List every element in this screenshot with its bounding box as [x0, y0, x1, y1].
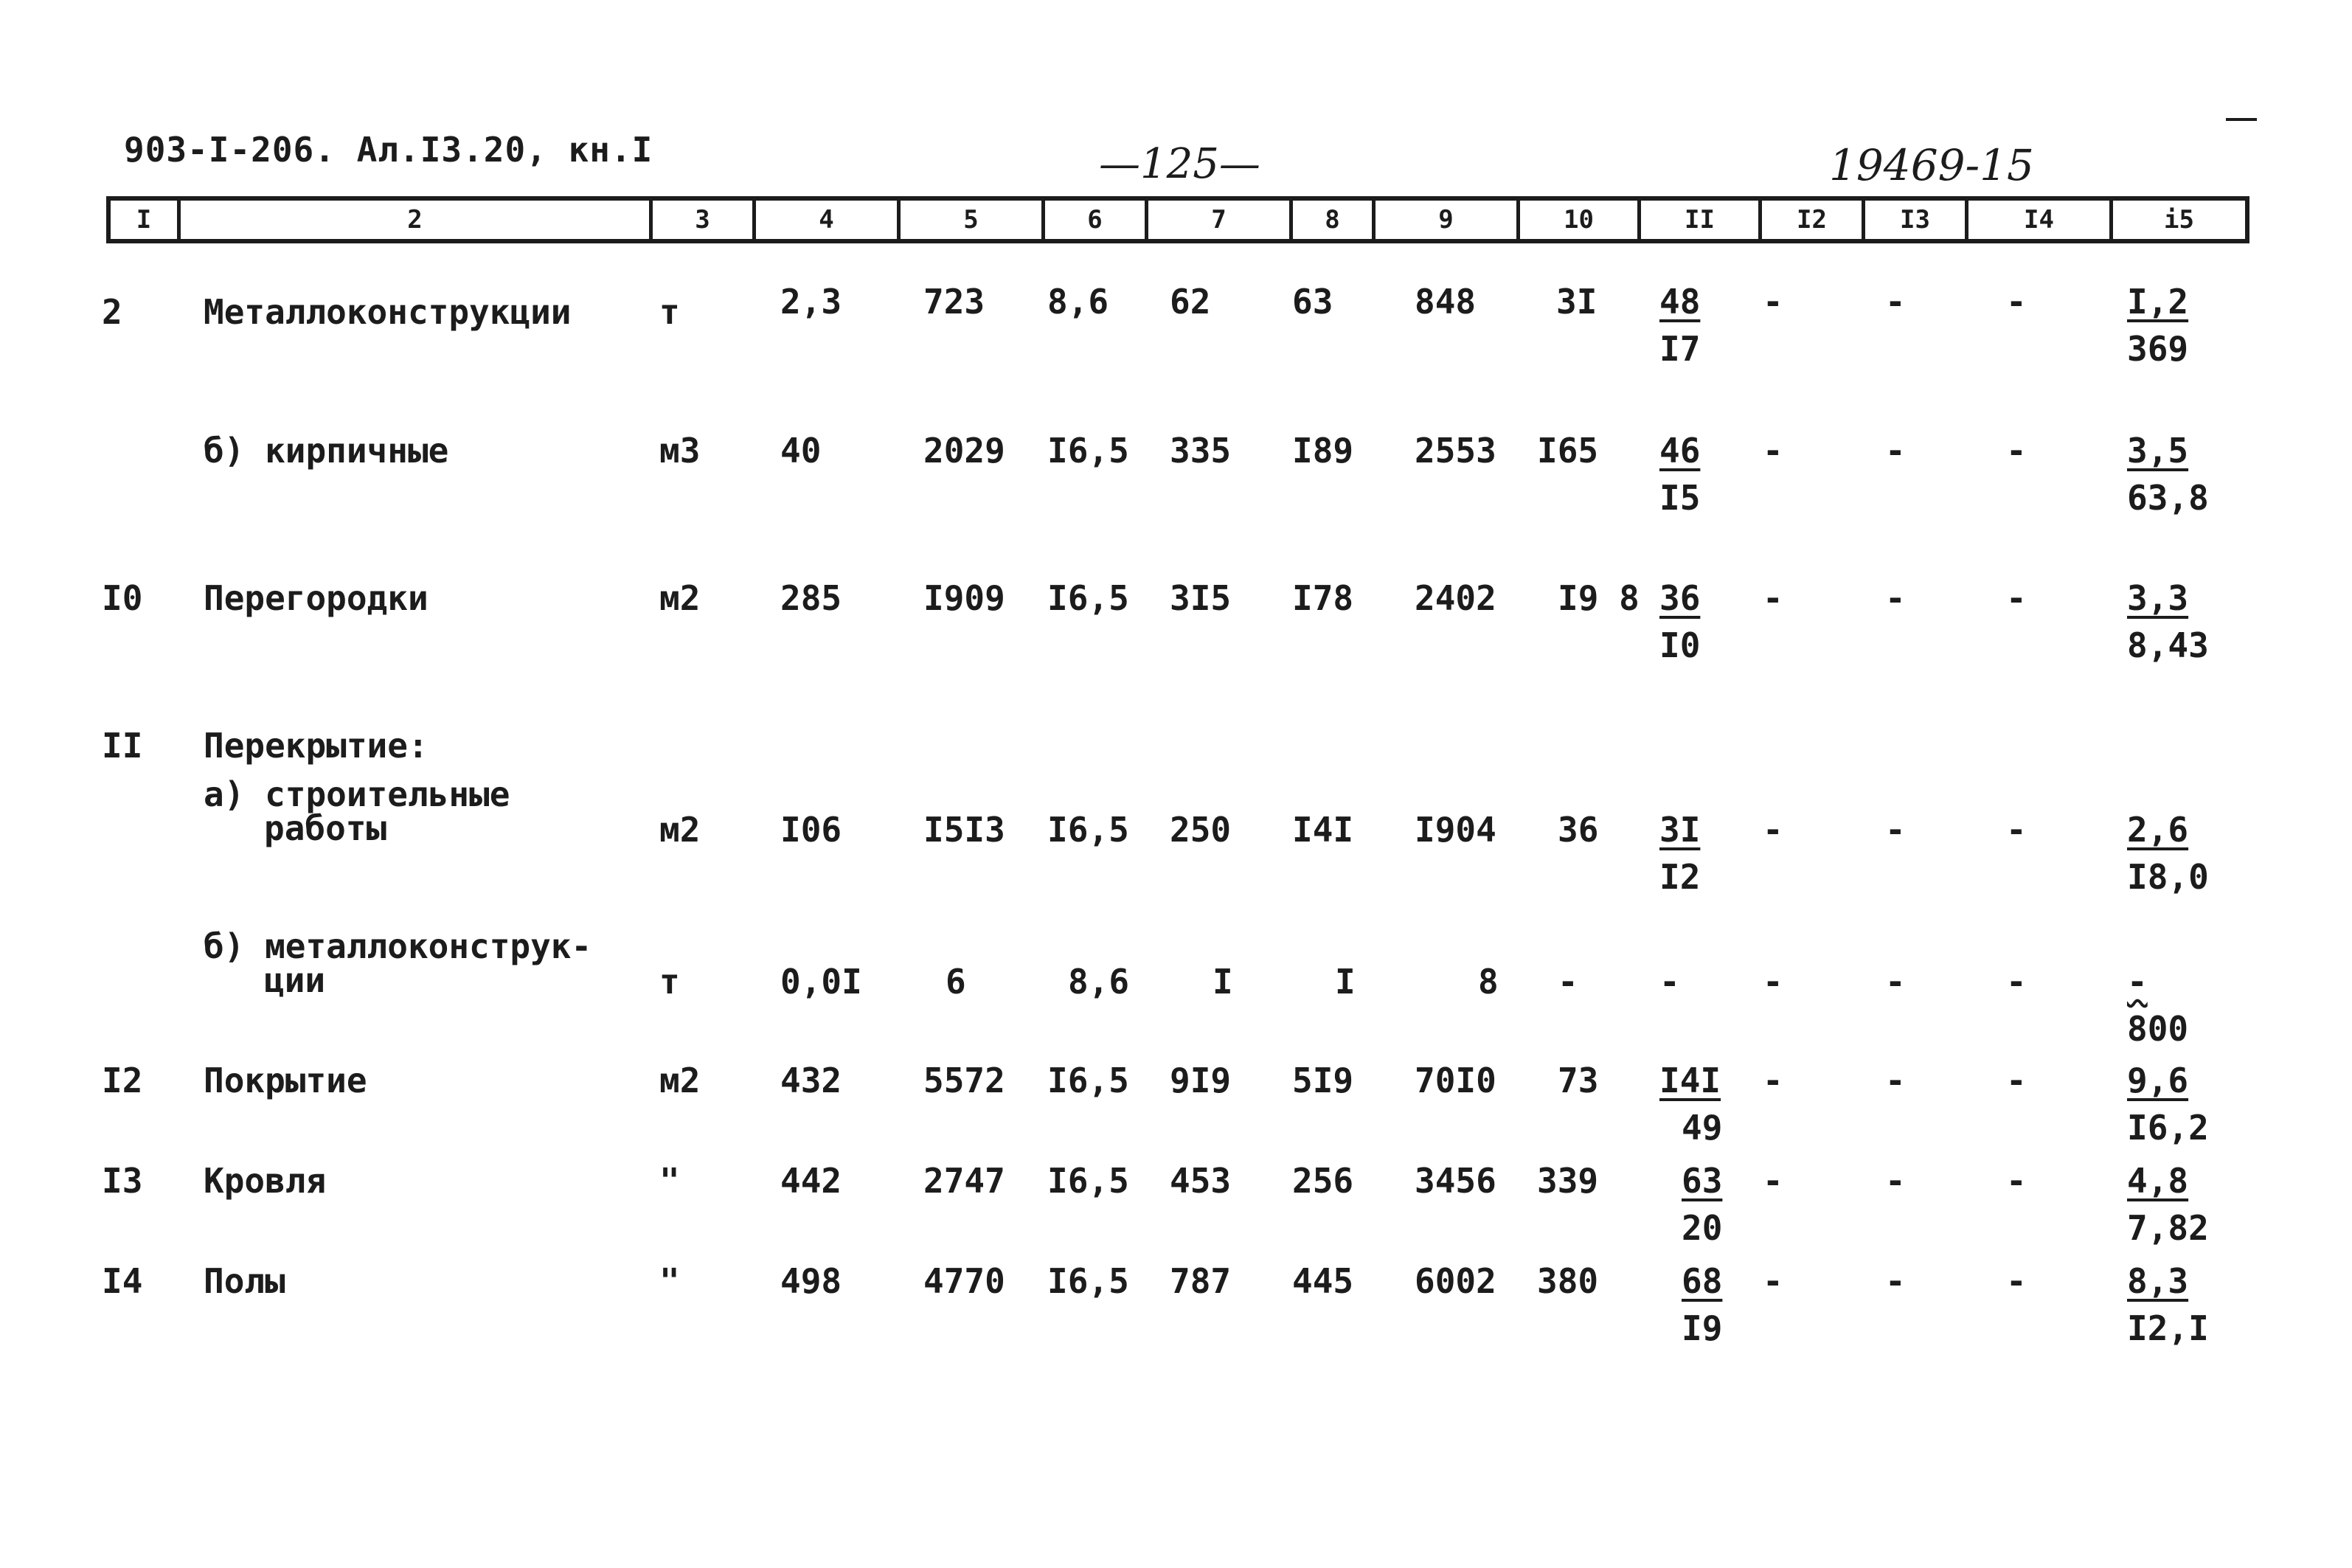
column-header-7: 7 — [1145, 201, 1289, 239]
row-name: Кровля — [204, 1161, 327, 1201]
cell-col15 — [2127, 963, 2188, 1047]
column-header-10: 10 — [1516, 201, 1637, 239]
cell-col4: 442 — [780, 1161, 842, 1201]
cell-col14: - — [2006, 578, 2027, 618]
cell-col5: I909 — [923, 578, 1005, 618]
fraction-denominator: I8,0 — [2127, 857, 2209, 897]
fraction-numerator: 36 — [1659, 578, 1701, 618]
cell-col9: 2553 — [1415, 431, 1496, 471]
fraction-denominator: I2,I — [2127, 1308, 2209, 1348]
row-unit: т — [659, 292, 680, 332]
row-name: б) кирпичные — [204, 431, 449, 471]
cell-col12: - — [1763, 1261, 1783, 1301]
column-header-12: I2 — [1758, 201, 1862, 239]
cell-col9: I904 — [1415, 810, 1496, 850]
column-header-5: 5 — [897, 201, 1041, 239]
row-name: Перегородки — [204, 578, 429, 618]
cell-col15 — [2127, 283, 2188, 367]
cell-col12: - — [1763, 1161, 1783, 1201]
cell-col5: 2029 — [923, 431, 1005, 471]
cell-col7: 3I5 — [1170, 578, 1232, 618]
fraction-numerator: I,2 — [2127, 282, 2189, 322]
sheet-id: 19469-15 — [1829, 140, 2034, 190]
fraction-numerator: 9,6 — [2127, 1061, 2189, 1100]
cell-col10: 36 — [1558, 810, 1599, 850]
cell-col8: 445 — [1292, 1261, 1354, 1301]
cell-col15 — [2127, 432, 2209, 516]
cell-col5: 723 — [923, 282, 985, 322]
row-name: Перекрытие: — [204, 726, 429, 766]
column-header-1: I — [136, 205, 152, 235]
cell-col9: 70I0 — [1415, 1061, 1496, 1100]
cell-col14: - — [2006, 431, 2027, 471]
cell-col13: - — [1885, 1261, 1906, 1301]
cell-col13: - — [1885, 962, 1906, 1002]
cell-col6: I6,5 — [1047, 810, 1129, 850]
column-header-11: II — [1637, 201, 1758, 239]
fraction-denominator: I5 — [1659, 478, 1701, 518]
cell-col13: - — [1885, 1061, 1906, 1100]
row-number: I3 — [102, 1161, 143, 1201]
cell-col4: 40 — [780, 431, 822, 471]
row-unit: " — [659, 1261, 680, 1301]
cell-col9: 848 — [1415, 282, 1477, 322]
corner-mark — [2226, 118, 2257, 121]
cell-col15 — [2127, 1162, 2209, 1246]
column-header-6: 6 — [1041, 201, 1145, 239]
row-unit: м2 — [659, 578, 701, 618]
cell-col15 — [2127, 1263, 2209, 1347]
cell-col4: 285 — [780, 578, 842, 618]
fraction-denominator: 800 — [2127, 1009, 2189, 1049]
row-unit: т — [659, 962, 680, 1002]
cell-col13: - — [1885, 282, 1906, 322]
cell-col7: 787 — [1170, 1261, 1232, 1301]
cell-col9: 3456 — [1415, 1161, 1496, 1201]
cell-col10: 73 — [1558, 1061, 1599, 1100]
fraction-denominator: 7,82 — [2127, 1208, 2209, 1248]
cell-col8: 256 — [1292, 1161, 1354, 1201]
cell-col8: I89 — [1292, 431, 1354, 471]
cell-col11 — [1682, 1162, 1722, 1246]
cell-col5: I5I3 — [923, 810, 1005, 850]
cell-col12: - — [1763, 282, 1783, 322]
cell-col6: 8,6 — [1068, 962, 1130, 1002]
cell-col11 — [1659, 811, 1700, 895]
cell-col6: I6,5 — [1047, 578, 1129, 618]
fraction-numerator: 68 — [1682, 1261, 1723, 1301]
fraction-numerator: 3I — [1659, 810, 1701, 850]
cell-col11: - — [1659, 962, 1680, 1002]
row-number: I4 — [102, 1261, 143, 1301]
fraction-numerator: 2,6 — [2127, 810, 2189, 850]
cell-col7: I — [1213, 962, 1233, 1002]
fraction-numerator: 48 — [1659, 282, 1701, 322]
cell-col6: I6,5 — [1047, 431, 1129, 471]
cell-col6: I6,5 — [1047, 1061, 1129, 1100]
cell-col7: 62 — [1170, 282, 1211, 322]
cell-col12: - — [1763, 1061, 1783, 1100]
fraction-numerator: 3,3 — [2127, 578, 2189, 618]
row-number: I2 — [102, 1061, 143, 1100]
column-header-8: 8 — [1289, 201, 1372, 239]
cell-col9: 2402 — [1415, 578, 1496, 618]
fraction-denominator: 63,8 — [2127, 478, 2209, 518]
fraction-numerator: 63 — [1682, 1161, 1723, 1201]
fraction-numerator: I4I — [1659, 1061, 1721, 1100]
fraction-numerator: - — [2127, 962, 2148, 1002]
cell-col7: 453 — [1170, 1161, 1232, 1201]
row-unit: м3 — [659, 431, 701, 471]
cell-col5: 2747 — [923, 1161, 1005, 1201]
cell-col8: I4I — [1292, 810, 1354, 850]
cell-col15 — [2127, 580, 2209, 664]
fraction-denominator: 20 — [1682, 1208, 1723, 1248]
fraction-numerator: 8,3 — [2127, 1261, 2189, 1301]
fraction-denominator: 8,43 — [2127, 625, 2209, 665]
cell-col13: - — [1885, 1161, 1906, 1201]
cell-col4: 2,3 — [780, 282, 842, 322]
cell-col12: - — [1763, 578, 1783, 618]
cell-col5: 5572 — [923, 1061, 1005, 1100]
cell-col10: I65 — [1537, 431, 1599, 471]
column-header-15: i5 — [2109, 201, 2245, 239]
cell-col4: 498 — [780, 1261, 842, 1301]
cell-col11 — [1659, 580, 1700, 664]
cell-col9: 8 — [1478, 962, 1499, 1002]
cell-col11 — [1682, 1263, 1722, 1347]
fraction-numerator: 3,5 — [2127, 431, 2189, 471]
cell-col14: - — [2006, 962, 2027, 1002]
cell-col14: - — [2006, 282, 2027, 322]
cell-col5: 4770 — [923, 1261, 1005, 1301]
cell-col7: 250 — [1170, 810, 1232, 850]
cell-col7: 335 — [1170, 431, 1232, 471]
document-code: 903-I-206. Ал.I3.20, кн.I — [124, 130, 653, 170]
cell-col14: - — [2006, 1261, 2027, 1301]
cell-col8: I78 — [1292, 578, 1354, 618]
row-unit: " — [659, 1161, 680, 1201]
cell-col15 — [2127, 811, 2209, 895]
row-subname: а) строительные — [204, 774, 510, 814]
column-header-4: 4 — [752, 201, 897, 239]
cell-col4: I06 — [780, 810, 842, 850]
row-name: Покрытие — [204, 1061, 367, 1100]
row-number: I0 — [102, 578, 143, 618]
cell-col14: - — [2006, 1061, 2027, 1100]
fraction-denominator: I7 — [1659, 329, 1701, 369]
cell-col7: 9I9 — [1170, 1061, 1232, 1100]
fraction-denominator: 369 — [2127, 329, 2189, 369]
cell-col10: 339 — [1537, 1161, 1599, 1201]
cell-col6: I6,5 — [1047, 1261, 1129, 1301]
cell-col11 — [1659, 283, 1700, 367]
cell-col6: I6,5 — [1047, 1161, 1129, 1201]
cell-col9: 6002 — [1415, 1261, 1496, 1301]
cell-col10: I9 8 — [1558, 578, 1640, 618]
table-header — [106, 196, 2249, 243]
column-header-9: 9 — [1372, 201, 1516, 239]
cell-col12: - — [1763, 962, 1783, 1002]
row-name: б) металлоконструк- — [204, 926, 592, 966]
cell-col8: 5I9 — [1292, 1061, 1354, 1100]
cell-col13: - — [1885, 431, 1906, 471]
cell-col12: - — [1763, 431, 1783, 471]
cell-col15 — [2127, 1062, 2209, 1146]
row-name: Металлоконструкции — [204, 292, 572, 332]
cell-col10: 380 — [1537, 1261, 1599, 1301]
row-subname-cont: работы — [264, 808, 387, 848]
row-name: Полы — [204, 1261, 285, 1301]
row-unit: м2 — [659, 810, 701, 850]
cell-col10: 3I — [1556, 282, 1598, 322]
row-number: II — [102, 726, 143, 766]
cell-col5: 6 — [946, 962, 966, 1002]
fraction-denominator: I9 — [1682, 1308, 1723, 1348]
cell-col11 — [1659, 432, 1700, 516]
cell-col14: - — [2006, 810, 2027, 850]
column-header-3: 3 — [649, 201, 752, 239]
cell-col12: - — [1763, 810, 1783, 850]
fraction-denominator: I2 — [1659, 857, 1701, 897]
fraction-denominator: 49 — [1682, 1108, 1723, 1148]
cell-col8: 63 — [1292, 282, 1333, 322]
column-header-13: I3 — [1862, 201, 1965, 239]
cell-col14: - — [2006, 1161, 2027, 1201]
cell-col13: - — [1885, 578, 1906, 618]
cell-col4: 0,0I — [780, 962, 862, 1002]
page-number: —125— — [1099, 140, 1260, 188]
cell-col8: I — [1335, 962, 1356, 1002]
cell-col4: 432 — [780, 1061, 842, 1100]
cell-col13: - — [1885, 810, 1906, 850]
fraction-numerator: 4,8 — [2127, 1161, 2189, 1201]
fraction-numerator: 46 — [1659, 431, 1701, 471]
fraction-denominator: I0 — [1659, 625, 1701, 665]
row-unit: м2 — [659, 1061, 701, 1100]
cell-col11 — [1659, 1062, 1722, 1146]
cell-col10: - — [1558, 962, 1578, 1002]
column-header-14: I4 — [1965, 201, 2109, 239]
cell-col6: 8,6 — [1047, 282, 1109, 322]
column-header-2: 2 — [177, 201, 649, 239]
row-name-cont: ции — [264, 960, 326, 1000]
row-number: 2 — [102, 292, 122, 332]
fraction-denominator: I6,2 — [2127, 1108, 2209, 1148]
